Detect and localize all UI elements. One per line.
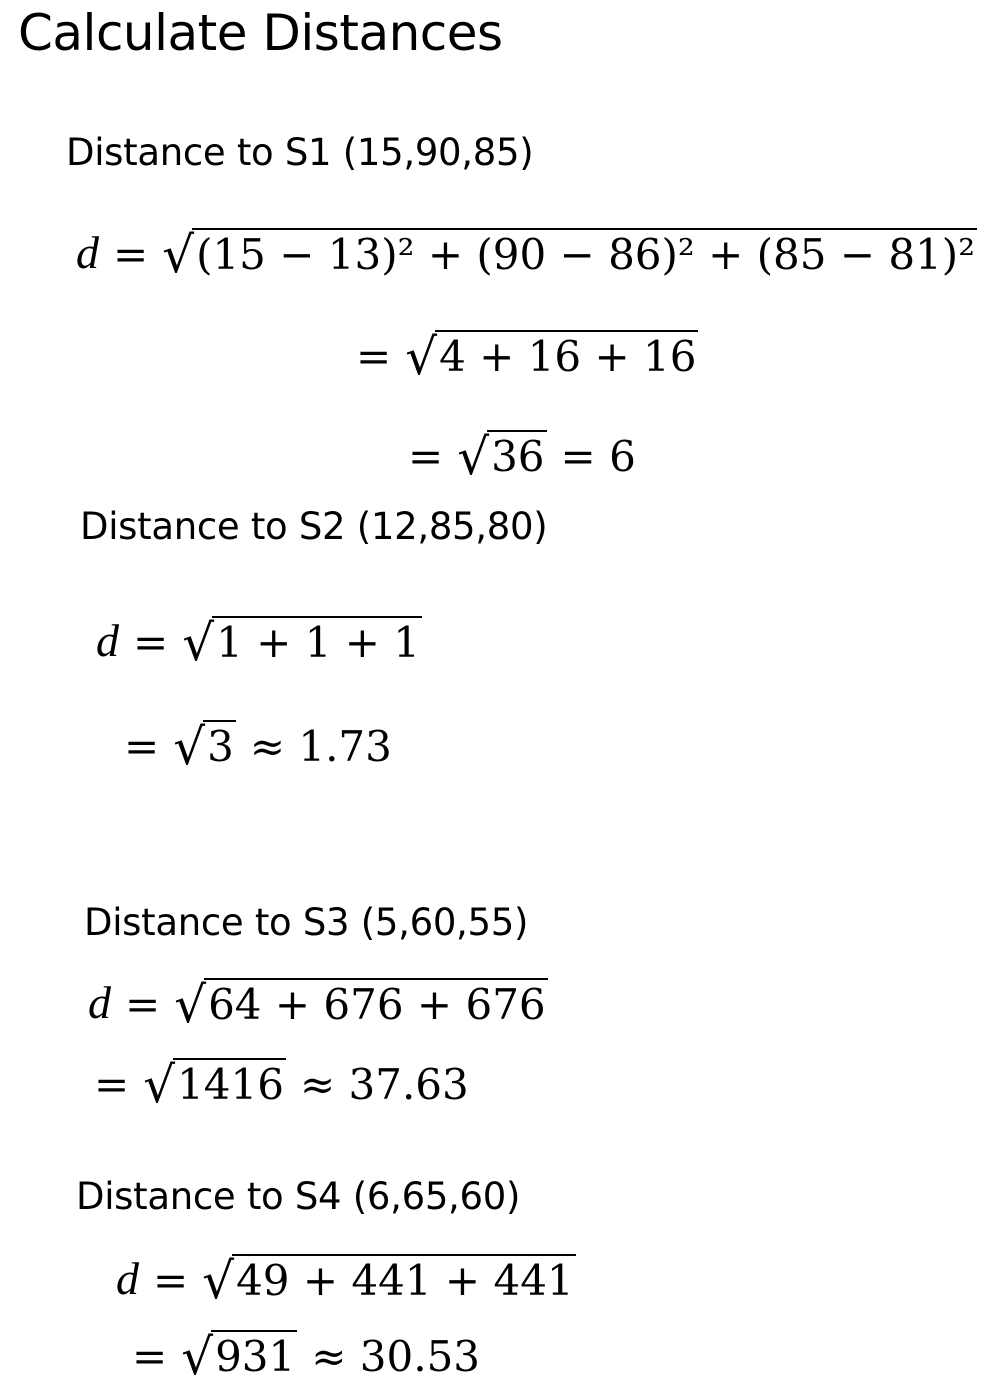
square-root bbox=[173, 718, 236, 776]
distance-variable: d bbox=[96, 615, 119, 666]
distance-variable: d bbox=[88, 977, 111, 1028]
radical-sign-icon: √ bbox=[162, 226, 195, 284]
equals-sign: = bbox=[153, 1256, 189, 1305]
radicand: 3 bbox=[203, 720, 236, 768]
equation-s3-line1 bbox=[88, 976, 548, 1034]
radicand: 49 + 441 + 441 bbox=[232, 1254, 576, 1302]
equation-s4-line2 bbox=[132, 1328, 494, 1386]
radicand: 1416 bbox=[173, 1058, 286, 1106]
radical-sign-icon: √ bbox=[457, 428, 490, 486]
square-root bbox=[202, 1252, 575, 1310]
radical-sign-icon: √ bbox=[173, 718, 206, 776]
page-title: Calculate Distances bbox=[18, 4, 503, 62]
equals-sign: = bbox=[356, 332, 392, 381]
equation-s2-line1 bbox=[96, 614, 422, 672]
equation-s1-line1 bbox=[76, 226, 977, 284]
radical-sign-icon: √ bbox=[182, 614, 215, 672]
square-root bbox=[457, 428, 546, 486]
square-root bbox=[162, 226, 977, 284]
section-heading-s2: Distance to S2 (12,85,80) bbox=[80, 505, 548, 548]
equals-sign: = bbox=[124, 722, 160, 771]
equals-sign: = bbox=[408, 432, 444, 481]
equation-s4-line1 bbox=[116, 1252, 576, 1310]
section-heading-s3: Distance to S3 (5,60,55) bbox=[84, 901, 529, 944]
equation-s1-line3 bbox=[408, 428, 650, 486]
distance-variable: d bbox=[76, 227, 99, 278]
radical-sign-icon: √ bbox=[174, 976, 207, 1034]
section-heading-s1: Distance to S1 (15,90,85) bbox=[66, 131, 534, 174]
radicand: 931 bbox=[211, 1330, 297, 1378]
equals-sign: = bbox=[94, 1060, 130, 1109]
radicand: 1 + 1 + 1 bbox=[212, 616, 422, 664]
equals-sign: = bbox=[132, 1332, 168, 1381]
result: ≈ 30.53 bbox=[311, 1332, 481, 1381]
equation-s3-line2 bbox=[94, 1056, 483, 1114]
equals-sign: = bbox=[113, 230, 149, 279]
radicand: 64 + 676 + 676 bbox=[204, 978, 548, 1026]
radical-sign-icon: √ bbox=[202, 1252, 235, 1310]
radical-sign-icon: √ bbox=[143, 1056, 176, 1114]
distance-variable: d bbox=[116, 1253, 139, 1304]
result: = 6 bbox=[560, 432, 636, 481]
result: ≈ 37.63 bbox=[299, 1060, 469, 1109]
square-root bbox=[182, 614, 422, 672]
radicand: (15 − 13)² + (90 − 86)² + (85 − 81)² bbox=[192, 228, 977, 276]
equation-s1-line2 bbox=[356, 328, 698, 386]
square-root bbox=[143, 1056, 286, 1114]
radical-sign-icon: √ bbox=[181, 1328, 214, 1386]
section-heading-s4: Distance to S4 (6,65,60) bbox=[76, 1175, 521, 1218]
equals-sign: = bbox=[125, 980, 161, 1029]
square-root bbox=[405, 328, 698, 386]
equals-sign: = bbox=[133, 618, 169, 667]
square-root bbox=[174, 976, 547, 1034]
result: ≈ 1.73 bbox=[249, 722, 392, 771]
radicand: 36 bbox=[487, 430, 546, 478]
radicand: 4 + 16 + 16 bbox=[435, 330, 698, 378]
radical-sign-icon: √ bbox=[405, 328, 438, 386]
square-root bbox=[181, 1328, 297, 1386]
equation-s2-line2 bbox=[124, 718, 406, 776]
